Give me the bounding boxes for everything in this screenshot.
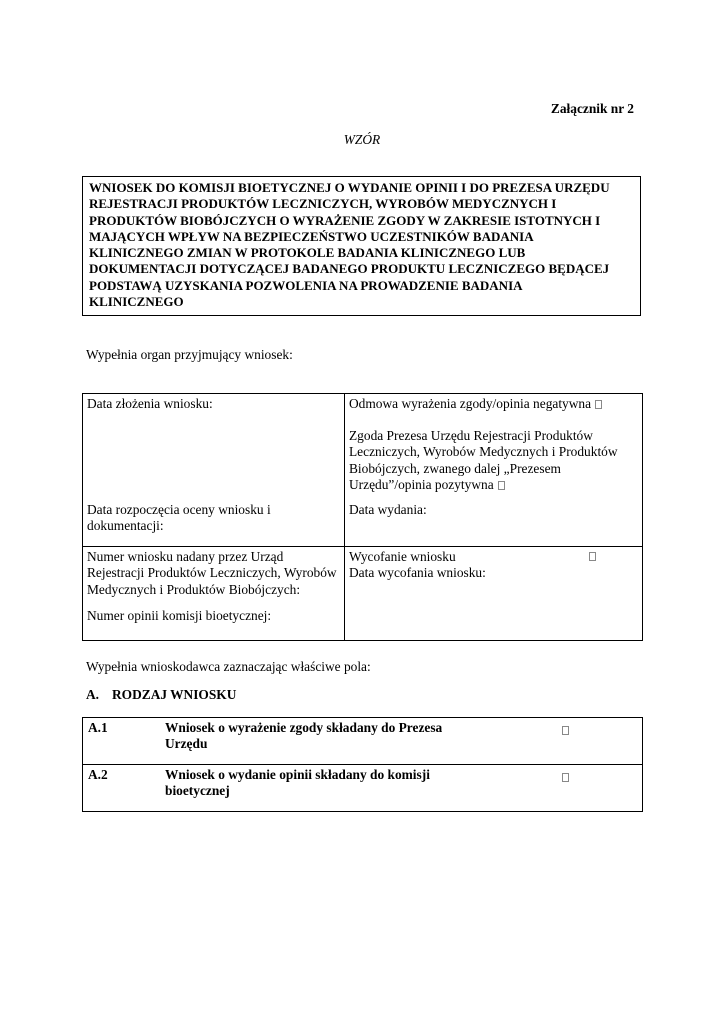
- title-line: PRODUKTÓW BIOBÓJCZYCH O WYRAŻENIE ZGODY W ZAKRESIE ISTOTNYCH I: [89, 212, 601, 228]
- title-line: KLINICZNEGO: [89, 294, 184, 310]
- template-label: WZÓR: [343, 132, 381, 147]
- application-number-label: Medycznych i Produktów Biobójczych:: [87, 581, 301, 597]
- application-number-label: Numer wniosku nadany przez Urząd: [87, 549, 284, 564]
- row-checkbox[interactable]: [562, 773, 569, 782]
- date-review-label: Data rozpoczęcia oceny wniosku i: [87, 502, 271, 517]
- application-number-label: Rejestracji Produktów Leczniczych, Wyrobów: [87, 565, 337, 581]
- title-line: REJESTRACJI PRODUKTÓW LECZNICZYCH, WYROBÓW MEDYCZNYCH I: [89, 196, 557, 212]
- row-description: Wniosek o wyrażenie zgody składany do Prezesa: [165, 720, 443, 735]
- date-review-label-cont: dokumentacji:: [87, 518, 164, 534]
- applicant-section-intro: Wypełnia wnioskodawca zaznaczając właściwe pola:: [86, 659, 371, 674]
- row-description-cont: Urzędu: [165, 736, 208, 752]
- title-line: KLINICZNEGO ZMIAN W PROTOKOLE BADANIA KLINICZNEGO LUB: [89, 245, 526, 261]
- withdrawal-checkbox[interactable]: [589, 552, 596, 561]
- section-a-heading: [86, 687, 236, 703]
- application-type-table: [82, 717, 643, 812]
- issue-date-label: Data wydania:: [349, 502, 427, 517]
- consent-label: Leczniczych, Wyrobów Medycznych i Produktów: [349, 444, 618, 460]
- application-title-box: [82, 176, 641, 316]
- numbers-cell: [83, 547, 345, 641]
- row-description: Wniosek o wydanie opinii składany do komisji: [165, 767, 430, 782]
- organ-section-intro: Wypełnia organ przyjmujący wniosek:: [86, 347, 293, 362]
- title-line: MAJĄCYCH WPŁYW NA BEZPIECZEŃSTWO UCZESTNIKÓW BADANIA: [89, 228, 534, 244]
- application-type-row[interactable]: [83, 718, 643, 765]
- title-line: PODSTAWĄ UZYSKANIA POZWOLENIA NA PROWADZENIE BADANIA: [89, 277, 523, 293]
- row-code: A.1: [88, 720, 108, 735]
- row-code: A.2: [88, 767, 108, 782]
- title-line: DOKUMENTACJI DOTYCZĄCEJ BADANEGO PRODUKTU LECZNICZEGO BĘDĄCEJ: [89, 261, 610, 277]
- withdrawal-label: Wycofanie wniosku: [349, 549, 456, 564]
- organ-table: [82, 393, 643, 641]
- withdrawal-date-label: Data wycofania wniosku:: [349, 565, 486, 580]
- refusal-checkbox[interactable]: [595, 400, 602, 409]
- withdrawal-cell: [345, 547, 643, 641]
- opinion-number-label: Numer opinii komisji bioetycznej:: [87, 608, 272, 623]
- refusal-label: Odmowa wyrażenia zgody/opinia negatywna: [349, 396, 592, 411]
- dates-cell: [83, 394, 345, 547]
- decision-cell: [345, 394, 643, 547]
- application-type-row[interactable]: [83, 765, 643, 812]
- title-line: WNIOSEK DO KOMISJI BIOETYCZNEJ O WYDANIE OPINII I DO PREZESA URZĘDU: [89, 180, 610, 195]
- consent-label: Urzędu”/opinia pozytywna: [349, 477, 494, 493]
- consent-label: Biobójczych, zwanego dalej „Prezesem: [349, 460, 561, 476]
- attachment-label: Załącznik nr 2: [550, 101, 634, 116]
- date-submitted-label: Data złożenia wniosku:: [87, 396, 213, 411]
- row-description-cont: bioetycznej: [165, 783, 230, 799]
- section-title: RODZAJ WNIOSKU: [112, 687, 237, 702]
- section-number: A.: [86, 687, 100, 702]
- row-checkbox[interactable]: [562, 726, 569, 735]
- consent-label: Zgoda Prezesa Urzędu Rejestracji Produktów: [349, 428, 593, 443]
- consent-checkbox[interactable]: [498, 481, 505, 490]
